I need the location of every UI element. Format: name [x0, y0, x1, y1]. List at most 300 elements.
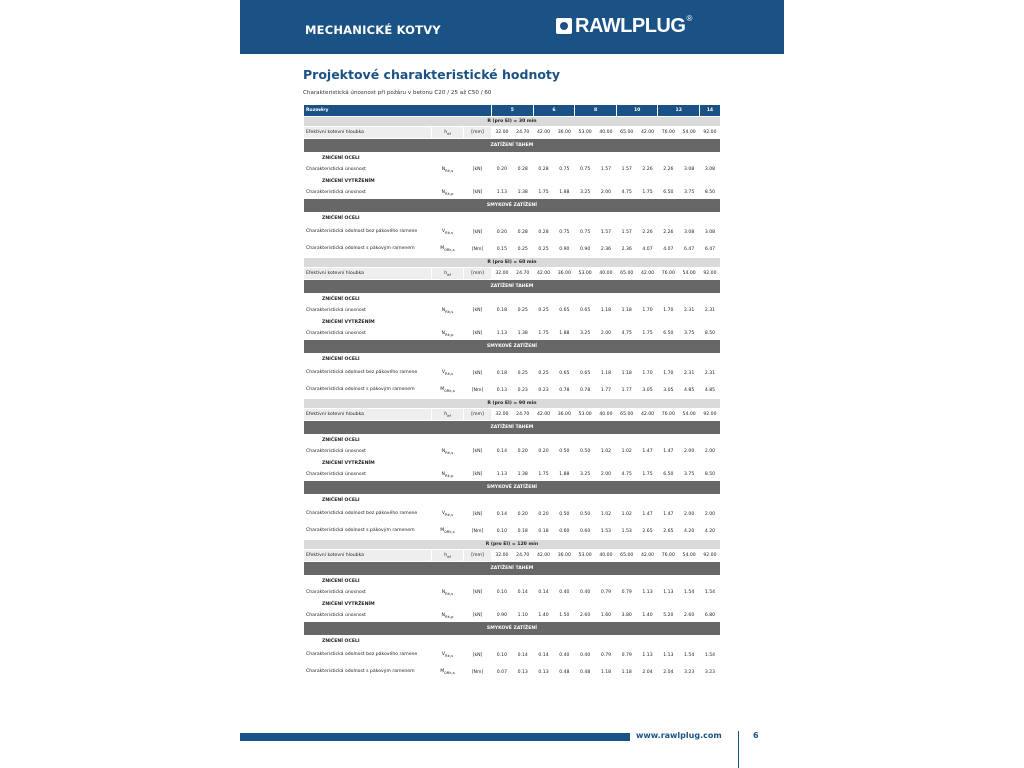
pullout-row-2-value: 8.50 — [700, 469, 721, 481]
embed-depth-row-2-value: 42.00 — [637, 409, 658, 421]
shear-lever-row-3-value: 2.04 — [637, 664, 658, 681]
tension-load-band-1 — [304, 280, 721, 294]
shear-no-lever-row-2-sym-subscript: Rk,s — [445, 511, 454, 517]
shear-lever-row-0-value: 0.25 — [512, 241, 533, 258]
steel-tension-row-2 — [304, 446, 721, 458]
pullout-failure-heading-3 — [304, 599, 721, 610]
pullout-row-1-sym — [432, 328, 464, 340]
embed-depth-row-0-sym — [432, 127, 464, 139]
pullout-row-0-value: 1.38 — [512, 187, 533, 199]
pullout-failure-heading-2 — [304, 458, 721, 469]
steel-tension-row-0-sym-symbol: N — [441, 166, 446, 172]
pullout-row-0-sym — [432, 187, 464, 199]
pullout-failure-heading-3-label: ZNIČENÍ VYTRŽENÍM — [304, 599, 721, 610]
steel-tension-row-0-value: 1.57 — [616, 164, 637, 176]
steel-tension-row-3-sym-symbol: N — [441, 589, 446, 595]
embed-depth-row-0-value: 76.00 — [658, 127, 679, 139]
pullout-row-0-value: 3.25 — [575, 187, 596, 199]
fire-class-band-2 — [304, 399, 721, 409]
embed-depth-row-0-sym-symbol: h — [444, 129, 448, 135]
steel-tension-row-0-value: 0.75 — [575, 164, 596, 176]
shear-lever-row-2-value: 2.65 — [658, 523, 679, 540]
pullout-row-1-value: 1.75 — [533, 328, 554, 340]
shear-no-lever-row-3-value: 1.54 — [700, 647, 721, 664]
shear-lever-row-0-value: 0.25 — [533, 241, 554, 258]
steel-tension-row-3-value: 0.79 — [616, 587, 637, 599]
fire-resistance-table — [303, 104, 721, 681]
pullout-row-3-label: Charakteristická únosnost — [304, 610, 432, 622]
pullout-row-1-sym-subscript: Rk,p — [444, 331, 454, 337]
shear-lever-row-1-value: 4.85 — [679, 382, 700, 399]
shear-steel-failure-heading-3-label: ZNIČENÍ OCELI — [304, 636, 721, 647]
embed-depth-row-2-value: 92.00 — [700, 409, 721, 421]
shear-no-lever-row-2-sym — [432, 506, 464, 523]
shear-lever-row-0-value: 6.47 — [679, 241, 700, 258]
embed-depth-row-3-value: 53.00 — [575, 550, 596, 562]
shear-steel-failure-heading-1 — [304, 354, 721, 365]
embed-depth-row-1-unit: [mm] — [464, 268, 492, 280]
shear-no-lever-row-0-sym-subscript: Rk,s — [445, 229, 454, 235]
embed-depth-row-0-value: 42.00 — [637, 127, 658, 139]
steel-failure-heading-0 — [304, 153, 721, 164]
steel-tension-row-1-unit: [kN] — [464, 305, 492, 317]
embed-depth-row-3-unit: [mm] — [464, 550, 492, 562]
embed-depth-row-3 — [304, 550, 721, 562]
shear-lever-row-2-value: 2.65 — [637, 523, 658, 540]
steel-tension-row-0-value: 1.57 — [596, 164, 617, 176]
steel-tension-row-3-label: Charakteristická únosnost — [304, 587, 432, 599]
embed-depth-row-0-value: 32.00 — [492, 127, 513, 139]
shear-load-band-0 — [304, 199, 721, 213]
pullout-row-0-label: Charakteristická únosnost — [304, 187, 432, 199]
shear-no-lever-row-3-sym-symbol: V — [441, 652, 446, 658]
shear-load-band-2-label: SMYKOVÉ ZATÍŽENÍ — [304, 481, 721, 495]
footer-divider — [738, 731, 739, 768]
steel-tension-row-1-value: 1.18 — [596, 305, 617, 317]
steel-tension-row-2-sym — [432, 446, 464, 458]
pullout-row-0-value: 6.50 — [658, 187, 679, 199]
shear-lever-row-1-value: 3.05 — [658, 382, 679, 399]
shear-no-lever-row-3-value: 0.14 — [533, 647, 554, 664]
shear-no-lever-row-3-value: 1.13 — [637, 647, 658, 664]
shear-lever-row-2-value: 0.18 — [512, 523, 533, 540]
shear-no-lever-row-1-value: 0.65 — [575, 365, 596, 382]
embed-depth-row-3-sym-subscript: ef — [447, 553, 451, 559]
shear-lever-row-3-label: Charakteristická odolnost s pákovým ramenem — [304, 664, 432, 681]
pullout-row-3-sym-symbol: N — [441, 612, 445, 618]
shear-lever-row-3-value: 0.13 — [533, 664, 554, 681]
shear-load-band-1 — [304, 340, 721, 354]
shear-no-lever-row-0-sym-symbol: V — [441, 229, 446, 235]
shear-no-lever-row-0-value: 2.26 — [637, 224, 658, 241]
steel-tension-row-1-value: 2.31 — [700, 305, 721, 317]
pullout-row-3-value: 2.60 — [575, 610, 596, 622]
shear-lever-row-3-value: 2.04 — [658, 664, 679, 681]
pullout-failure-heading-1-label: ZNIČENÍ VYTRŽENÍM — [304, 317, 721, 328]
pullout-row-1-unit: [kN] — [464, 328, 492, 340]
fire-class-band-1 — [304, 258, 721, 268]
shear-lever-row-3-value: 1.18 — [616, 664, 637, 681]
shear-steel-failure-heading-0-label: ZNIČENÍ OCELI — [304, 213, 721, 224]
pullout-row-2-value: 1.38 — [512, 469, 533, 481]
embed-depth-row-3-value: 92.00 — [700, 550, 721, 562]
shear-lever-row-3-value: 3.23 — [700, 664, 721, 681]
embed-depth-row-1-value: 92.00 — [700, 268, 721, 280]
pullout-row-3-value: 5.20 — [658, 610, 679, 622]
header-size-6: 6 — [533, 105, 575, 117]
steel-tension-row-2-value: 0.20 — [533, 446, 554, 458]
steel-tension-row-2-value: 1.47 — [658, 446, 679, 458]
pullout-row-3-value: 3.80 — [616, 610, 637, 622]
shear-lever-row-2-value: 0.60 — [554, 523, 575, 540]
fire-class-band-3 — [304, 540, 721, 550]
fire-class-band-3-label: R (pro EI) = 120 min — [304, 540, 721, 550]
shear-lever-row-0-label: Charakteristická odolnost s pákovým ramenem — [304, 241, 432, 258]
steel-tension-row-0-value: 0.28 — [512, 164, 533, 176]
embed-depth-row-1-value: 40.00 — [596, 268, 617, 280]
fire-class-band-1-label: R (pro EI) = 60 min — [304, 258, 721, 268]
steel-tension-row-1-sym-symbol: N — [441, 307, 446, 313]
shear-lever-row-0 — [304, 241, 721, 258]
shear-no-lever-row-0-value: 0.20 — [492, 224, 513, 241]
shear-lever-row-2-value: 1.53 — [596, 523, 617, 540]
shear-no-lever-row-3-value: 1.13 — [658, 647, 679, 664]
embed-depth-row-2-value: 65.00 — [616, 409, 637, 421]
shear-lever-row-2-value: 0.10 — [492, 523, 513, 540]
shear-no-lever-row-1-value: 2.31 — [679, 365, 700, 382]
shear-lever-row-2-value: 0.18 — [533, 523, 554, 540]
tension-load-band-2 — [304, 421, 721, 435]
steel-tension-row-3-sym — [432, 587, 464, 599]
shear-load-band-2 — [304, 481, 721, 495]
shear-no-lever-row-0 — [304, 224, 721, 241]
tension-load-band-3-label: ZATÍŽENÍ TAHEM — [304, 562, 721, 576]
pullout-row-3-value: 1.40 — [533, 610, 554, 622]
shear-lever-row-2-value: 4.20 — [679, 523, 700, 540]
embed-depth-row-2-sym-subscript: ef — [447, 412, 451, 418]
embed-depth-row-3-value: 65.00 — [616, 550, 637, 562]
shear-lever-row-3-sym-symbol: M — [440, 669, 445, 675]
embed-depth-row-3-value: 24.70 — [512, 550, 533, 562]
steel-tension-row-0-value: 2.26 — [637, 164, 658, 176]
shear-no-lever-row-3-value: 1.54 — [679, 647, 700, 664]
embed-depth-row-3-label: Efektivní kotevní hloubka — [304, 550, 432, 562]
pullout-row-2-sym-subscript: Rk,p — [444, 472, 454, 478]
pullout-row-2 — [304, 469, 721, 481]
shear-no-lever-row-1-value: 0.18 — [492, 365, 513, 382]
pullout-row-0-value: 1.13 — [492, 187, 513, 199]
shear-load-band-1-label: SMYKOVÉ ZATÍŽENÍ — [304, 340, 721, 354]
embed-depth-row-2-sym-symbol: h — [444, 411, 448, 417]
header-size-14: 14 — [700, 105, 721, 117]
shear-lever-row-3-value: 1.18 — [596, 664, 617, 681]
pullout-row-0-unit: [kN] — [464, 187, 492, 199]
shear-lever-row-0-value: 0.90 — [575, 241, 596, 258]
steel-tension-row-3-value: 1.54 — [679, 587, 700, 599]
embed-depth-row-3-value: 36.00 — [554, 550, 575, 562]
shear-lever-row-2-value: 0.60 — [575, 523, 596, 540]
steel-tension-row-1-value: 0.65 — [554, 305, 575, 317]
embed-depth-row-1-value: 54.00 — [679, 268, 700, 280]
steel-tension-row-0-value: 0.75 — [554, 164, 575, 176]
shear-no-lever-row-3-value: 0.14 — [512, 647, 533, 664]
embed-depth-row-1-value: 76.00 — [658, 268, 679, 280]
pullout-row-2-value: 1.75 — [533, 469, 554, 481]
steel-failure-heading-2 — [304, 435, 721, 446]
steel-tension-row-1-value: 0.25 — [533, 305, 554, 317]
shear-lever-row-3-value: 0.07 — [492, 664, 513, 681]
pullout-row-2-value: 6.50 — [658, 469, 679, 481]
tension-load-band-0-label: ZATÍŽENÍ TAHEM — [304, 139, 721, 153]
shear-load-band-3-label: SMYKOVÉ ZATÍŽENÍ — [304, 622, 721, 636]
shear-lever-row-3-sym-subscript: 0Rk,s — [444, 669, 455, 675]
embed-depth-row-2 — [304, 409, 721, 421]
section-title: Projektové charakteristické hodnoty — [303, 67, 561, 82]
shear-no-lever-row-1-value: 1.70 — [658, 365, 679, 382]
steel-tension-row-3-value: 1.13 — [658, 587, 679, 599]
embed-depth-row-2-value: 42.00 — [533, 409, 554, 421]
steel-failure-heading-3 — [304, 576, 721, 587]
pullout-row-0-value: 3.75 — [679, 187, 700, 199]
pullout-row-3-value: 1.10 — [512, 610, 533, 622]
shear-no-lever-row-1-unit: [kN] — [464, 365, 492, 382]
steel-tension-row-2-value: 0.50 — [575, 446, 596, 458]
steel-tension-row-0-unit: [kN] — [464, 164, 492, 176]
steel-tension-row-2-value: 1.02 — [596, 446, 617, 458]
shear-no-lever-row-1-sym-subscript: Rk,s — [445, 370, 454, 376]
steel-tension-row-0-value: 2.26 — [658, 164, 679, 176]
shear-no-lever-row-3-label: Charakteristická odolnost bez pákového ramene — [304, 647, 432, 664]
shear-load-band-0-label: SMYKOVÉ ZATÍŽENÍ — [304, 199, 721, 213]
shear-no-lever-row-0-value: 2.26 — [658, 224, 679, 241]
pullout-row-3-value: 6.80 — [700, 610, 721, 622]
pullout-row-0-value: 1.75 — [637, 187, 658, 199]
pullout-row-0-value: 1.75 — [533, 187, 554, 199]
pullout-row-1-value: 1.88 — [554, 328, 575, 340]
shear-lever-row-0-value: 2.36 — [616, 241, 637, 258]
shear-load-band-3 — [304, 622, 721, 636]
steel-tension-row-3 — [304, 587, 721, 599]
embed-depth-row-1-sym-symbol: h — [444, 270, 448, 276]
shear-no-lever-row-2 — [304, 506, 721, 523]
steel-tension-row-2-label: Charakteristická únosnost — [304, 446, 432, 458]
pullout-row-1 — [304, 328, 721, 340]
shear-lever-row-2-unit: [Nm] — [464, 523, 492, 540]
embed-depth-row-0-value: 65.00 — [616, 127, 637, 139]
fire-class-band-0 — [304, 117, 721, 127]
shear-no-lever-row-1-value: 0.65 — [554, 365, 575, 382]
steel-tension-row-3-value: 0.10 — [492, 587, 513, 599]
embed-depth-row-0 — [304, 127, 721, 139]
steel-tension-row-2-value: 2.00 — [700, 446, 721, 458]
embed-depth-row-0-value: 36.00 — [554, 127, 575, 139]
embed-depth-row-0-value: 42.00 — [533, 127, 554, 139]
pullout-row-2-unit: [kN] — [464, 469, 492, 481]
pullout-row-1-value: 3.75 — [679, 328, 700, 340]
shear-steel-failure-heading-2-label: ZNIČENÍ OCELI — [304, 495, 721, 506]
pullout-row-1-value: 4.75 — [616, 328, 637, 340]
pullout-row-0-sym-subscript: Rk,p — [444, 190, 454, 196]
embed-depth-row-2-unit: [mm] — [464, 409, 492, 421]
shear-no-lever-row-3-value: 0.40 — [575, 647, 596, 664]
pullout-failure-heading-2-label: ZNIČENÍ VYTRŽENÍM — [304, 458, 721, 469]
shear-lever-row-0-value: 4.07 — [637, 241, 658, 258]
shear-lever-row-1-value: 1.77 — [616, 382, 637, 399]
shear-lever-row-3-sym — [432, 664, 464, 681]
steel-tension-row-0-value: 0.28 — [533, 164, 554, 176]
shear-no-lever-row-0-unit: [kN] — [464, 224, 492, 241]
pullout-row-1-value: 1.13 — [492, 328, 513, 340]
embed-depth-row-1-sym — [432, 268, 464, 280]
shear-no-lever-row-0-value: 0.28 — [533, 224, 554, 241]
embed-depth-row-0-sym-subscript: ef — [447, 130, 451, 136]
document-page — [240, 0, 784, 768]
shear-no-lever-row-2-sym-symbol: V — [441, 511, 446, 517]
fire-class-band-2-label: R (pro EI) = 90 min — [304, 399, 721, 409]
tension-load-band-0 — [304, 139, 721, 153]
shear-lever-row-1-sym-subscript: 0Rk,s — [444, 387, 455, 393]
shear-lever-row-2-sym — [432, 523, 464, 540]
footer-bar — [240, 733, 630, 741]
embed-depth-row-2-sym — [432, 409, 464, 421]
fire-class-band-0-label: R (pro EI) = 30 min — [304, 117, 721, 127]
pullout-row-3 — [304, 610, 721, 622]
shear-no-lever-row-0-value: 0.28 — [512, 224, 533, 241]
shear-no-lever-row-2-label: Charakteristická odolnost bez pákového ramene — [304, 506, 432, 523]
shear-lever-row-0-value: 2.36 — [596, 241, 617, 258]
pullout-row-3-value: 0.90 — [492, 610, 513, 622]
shear-no-lever-row-2-unit: [kN] — [464, 506, 492, 523]
pullout-row-0-value: 1.88 — [554, 187, 575, 199]
shear-no-lever-row-1-value: 0.25 — [512, 365, 533, 382]
shear-steel-failure-heading-0 — [304, 213, 721, 224]
steel-tension-row-3-unit: [kN] — [464, 587, 492, 599]
steel-tension-row-0-value: 3.08 — [700, 164, 721, 176]
table-header-row — [304, 105, 721, 117]
pullout-row-0-value: 2.00 — [596, 187, 617, 199]
steel-tension-row-3-value: 1.54 — [700, 587, 721, 599]
shear-lever-row-1-value: 0.13 — [492, 382, 513, 399]
embed-depth-row-2-label: Efektivní kotevní hloubka — [304, 409, 432, 421]
shear-lever-row-1-value: 1.77 — [596, 382, 617, 399]
steel-tension-row-3-value: 0.14 — [512, 587, 533, 599]
pullout-row-1-value: 1.38 — [512, 328, 533, 340]
pullout-row-2-value: 1.88 — [554, 469, 575, 481]
pullout-failure-heading-1 — [304, 317, 721, 328]
pullout-failure-heading-0 — [304, 176, 721, 187]
shear-no-lever-row-1-label: Charakteristická odolnost bez pákového ramene — [304, 365, 432, 382]
shear-lever-row-3-value: 0.48 — [575, 664, 596, 681]
shear-no-lever-row-2-value: 1.02 — [616, 506, 637, 523]
shear-lever-row-3 — [304, 664, 721, 681]
shear-lever-row-1-value: 0.23 — [512, 382, 533, 399]
embed-depth-row-1-label: Efektivní kotevní hloubka — [304, 268, 432, 280]
shear-no-lever-row-0-value: 0.75 — [575, 224, 596, 241]
steel-tension-row-2-sym-symbol: N — [441, 448, 446, 454]
shear-no-lever-row-2-value: 0.50 — [575, 506, 596, 523]
pullout-row-3-value: 1.40 — [637, 610, 658, 622]
steel-failure-heading-0-label: ZNIČENÍ OCELI — [304, 153, 721, 164]
shear-steel-failure-heading-3 — [304, 636, 721, 647]
pullout-row-1-label: Charakteristická únosnost — [304, 328, 432, 340]
pullout-row-0 — [304, 187, 721, 199]
header-size-10: 10 — [616, 105, 658, 117]
steel-tension-row-1-value: 0.25 — [512, 305, 533, 317]
shear-lever-row-3-unit: [Nm] — [464, 664, 492, 681]
embed-depth-row-2-value: 40.00 — [596, 409, 617, 421]
embed-depth-row-0-value: 24.70 — [512, 127, 533, 139]
embed-depth-row-3-value: 42.00 — [637, 550, 658, 562]
steel-tension-row-2-value: 0.20 — [512, 446, 533, 458]
shear-no-lever-row-1-value: 1.18 — [616, 365, 637, 382]
steel-tension-row-0-label: Charakteristická únosnost — [304, 164, 432, 176]
embed-depth-row-3-value: 76.00 — [658, 550, 679, 562]
pullout-row-3-value: 1.60 — [596, 610, 617, 622]
shear-no-lever-row-0-sym — [432, 224, 464, 241]
embed-depth-row-1-value: 42.00 — [637, 268, 658, 280]
shear-lever-row-2-sym-symbol: M — [440, 528, 445, 534]
embed-depth-row-1-value: 36.00 — [554, 268, 575, 280]
footer-url: www.rawlplug.com — [636, 731, 722, 740]
shear-no-lever-row-0-label: Charakteristická odolnost bez pákového ramene — [304, 224, 432, 241]
pullout-row-3-sym-subscript: Rk,p — [444, 613, 454, 619]
steel-tension-row-0 — [304, 164, 721, 176]
steel-tension-row-2-value: 0.50 — [554, 446, 575, 458]
embed-depth-row-2-value: 24.70 — [512, 409, 533, 421]
shear-no-lever-row-0-value: 1.57 — [616, 224, 637, 241]
shear-lever-row-0-sym-symbol: M — [440, 246, 445, 252]
steel-tension-row-1-value: 0.18 — [492, 305, 513, 317]
shear-no-lever-row-2-value: 1.47 — [637, 506, 658, 523]
steel-tension-row-1-value: 1.18 — [616, 305, 637, 317]
shear-lever-row-1-value: 3.05 — [637, 382, 658, 399]
shear-no-lever-row-1-value: 0.25 — [533, 365, 554, 382]
pullout-row-2-sym — [432, 469, 464, 481]
pullout-row-2-sym-symbol: N — [441, 471, 445, 477]
shear-lever-row-1-value: 4.85 — [700, 382, 721, 399]
embed-depth-row-1-value: 24.70 — [512, 268, 533, 280]
pullout-row-2-value: 2.00 — [596, 469, 617, 481]
pullout-failure-heading-0-label: ZNIČENÍ VYTRŽENÍM — [304, 176, 721, 187]
steel-tension-row-0-value: 3.08 — [679, 164, 700, 176]
steel-tension-row-1-value: 1.70 — [658, 305, 679, 317]
shear-lever-row-3-value: 3.23 — [679, 664, 700, 681]
shear-no-lever-row-2-value: 0.50 — [554, 506, 575, 523]
pullout-row-1-value: 1.75 — [637, 328, 658, 340]
pullout-row-1-value: 8.50 — [700, 328, 721, 340]
steel-tension-row-3-value: 0.40 — [554, 587, 575, 599]
shear-lever-row-1-sym-symbol: M — [440, 387, 445, 393]
shear-no-lever-row-2-value: 2.00 — [679, 506, 700, 523]
embed-depth-row-2-value: 32.00 — [492, 409, 513, 421]
embed-depth-row-3-value: 32.00 — [492, 550, 513, 562]
embed-depth-row-0-value: 40.00 — [596, 127, 617, 139]
shear-no-lever-row-3-value: 0.79 — [616, 647, 637, 664]
shear-lever-row-0-value: 0.90 — [554, 241, 575, 258]
shear-no-lever-row-0-value: 3.08 — [700, 224, 721, 241]
pullout-row-0-sym-symbol: N — [441, 189, 445, 195]
brand-registered: ® — [686, 13, 693, 23]
table-body — [304, 105, 721, 681]
shear-no-lever-row-1-value: 2.31 — [700, 365, 721, 382]
brand-name: RAWLPLUG — [575, 14, 686, 37]
shear-no-lever-row-1-sym — [432, 365, 464, 382]
shear-lever-row-0-value: 4.07 — [658, 241, 679, 258]
tension-load-band-1-label: ZATÍŽENÍ TAHEM — [304, 280, 721, 294]
shear-no-lever-row-2-value: 1.47 — [658, 506, 679, 523]
shear-lever-row-0-value: 6.47 — [700, 241, 721, 258]
steel-tension-row-2-value: 2.00 — [679, 446, 700, 458]
